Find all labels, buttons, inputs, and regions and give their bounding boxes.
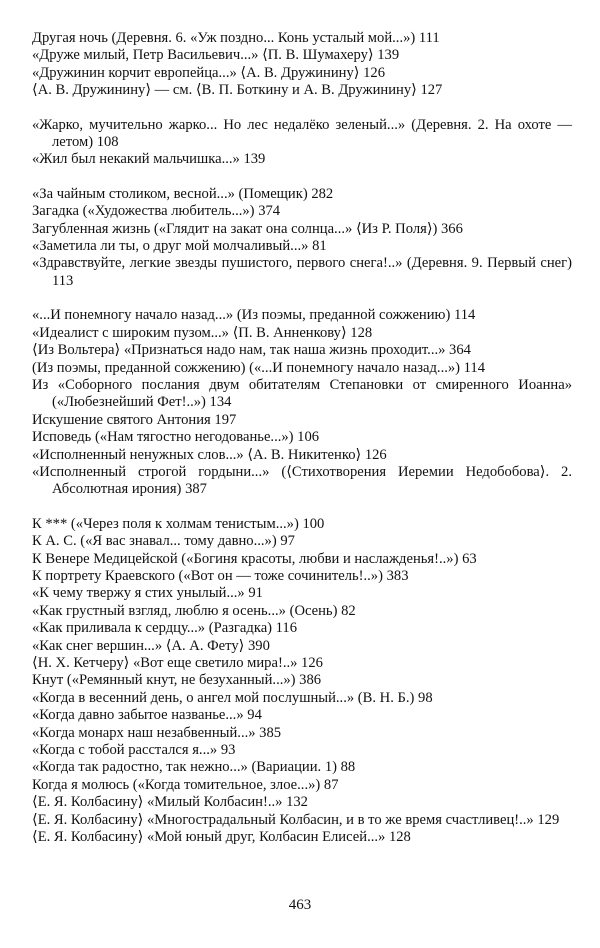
index-entry: «Как грустный взгляд, люблю я осень...» (Осень) 82 xyxy=(32,602,356,619)
index-entry: «Заметила ли ты, о друг мой молчаливый...» 81 xyxy=(32,238,327,255)
index-entry: «Жил был некакий мальчишка...» 139 xyxy=(32,151,266,168)
index-entry: «К чему твержу я стих унылый...» 91 xyxy=(32,585,263,602)
index-entry: «Когда так радостно, так нежно...» (Вариации. 1) 88 xyxy=(32,759,356,776)
index-entry: «За чайным столиком, весной...» (Помещик) 282 xyxy=(32,185,334,202)
index-entry: «Когда с тобой расстался я...» 93 xyxy=(32,742,236,759)
index-entry: Когда я молюсь («Когда томительное, злое...») 87 xyxy=(32,776,339,793)
index-entry: К портрету Краевского («Вот он — тоже сочинитель!..») 383 xyxy=(32,567,409,584)
index-entry: ⟨Н. Х. Кетчеру⟩ «Вот еще светило мира!..» 126 xyxy=(32,655,323,671)
index-entry: ⟨Е. Я. Колбасину⟩ «Многострадальный Колбасин, и в то же время счастливец!..» 129 xyxy=(32,811,560,828)
index-page xyxy=(32,30,572,846)
index-entry: Кнут («Ремянный кнут, не безуханный...») 386 xyxy=(32,672,322,689)
index-entry: «Друже милый, Петр Васильевич...» ⟨П. В. Шумахеру⟩ 139 xyxy=(32,47,400,64)
index-group-i xyxy=(32,307,572,498)
index-entry: «Исполненный строгой гордыни...» (⟨Стихотворения Иеремии Недобобова⟩. 2. Абсолютная ирония) 387 xyxy=(32,463,572,498)
index-entry: ⟨Е. Я. Колбасину⟩ «Милый Колбасин!..» 132 xyxy=(32,794,308,811)
index-entry: Исповедь («Нам тягостно негодованье...») 106 xyxy=(32,429,320,446)
index-entry: ⟨Е. Я. Колбасину⟩ «Мой юный друг, Колбасин Елисей...» 128 xyxy=(32,829,411,846)
index-entry: Загубленная жизнь («Глядит на закат она солнца...» ⟨Из Р. Поля⟩) 366 xyxy=(32,220,463,237)
page-number: 463 xyxy=(288,897,312,913)
index-entry: Искушение святого Антония 197 xyxy=(32,411,237,428)
index-group-d xyxy=(32,30,572,100)
index-group-zh xyxy=(32,117,572,169)
index-entry: «Как приливала к сердцу...» (Разгадка) 116 xyxy=(32,620,298,637)
index-entry: Загадка («Художества любитель...») 374 xyxy=(32,203,281,220)
index-entry: «Дружинин корчит европейца...» ⟨А. В. Дружинину⟩ 126 xyxy=(32,64,385,81)
index-entry: (Из поэмы, преданной сожжению) («...И понемногу начало назад...») 114 xyxy=(32,359,486,376)
index-entry: «Как снег вершин...» ⟨А. А. Фету⟩ 390 xyxy=(32,637,270,654)
index-group-z xyxy=(32,186,572,290)
index-entry: «...И понемногу начало назад...» (Из поэмы, преданной сожжению) 114 xyxy=(32,307,476,324)
index-entry: К *** («Через поля к холмам тенистым...») 100 xyxy=(32,515,325,532)
index-entry: «Когда монарх наш незабвенный...» 385 xyxy=(32,724,282,741)
index-entry: «Когда давно забытое названье...» 94 xyxy=(32,707,262,724)
index-entry: К Венере Медицейской («Богиня красоты, любви и наслажденья!..») 63 xyxy=(32,550,477,567)
index-entry: «Здравствуйте, легкие звезды пушистого, первого снега!..» (Деревня. 9. Первый снег) 113 xyxy=(32,255,572,289)
index-entry: «Жарко, мучительно жарко... Но лес недалёко зеленый...» (Деревня. 2. На охоте — летом) 108 xyxy=(32,116,572,151)
index-entry: Из «Соборного послания двум обитателям Степановки от смиренного Иоанна» («Любезнейший Фет!..») 134 xyxy=(32,376,572,411)
index-entry: ⟨А. В. Дружинину⟩ — см. ⟨В. П. Боткину и А. В. Дружинину⟩ 127 xyxy=(32,82,443,99)
index-group-k xyxy=(32,516,572,847)
index-entry: ⟨Из Вольтера⟩ «Признаться надо нам, так наша жизнь проходит...» 364 xyxy=(32,342,471,359)
index-entry: Другая ночь (Деревня. 6. «Уж поздно... Конь усталый мой...») 111 xyxy=(32,30,440,46)
index-entry: «Когда в весенний день, о ангел мой послушный...» (В. Н. Б.) 98 xyxy=(32,689,433,706)
index-entry: «Идеалист с широким пузом...» ⟨П. В. Анненкову⟩ 128 xyxy=(32,324,373,341)
index-entry: «Исполненный ненужных слов...» ⟨А. В. Никитенко⟩ 126 xyxy=(32,446,387,463)
index-entry: К А. С. («Я вас знавал... тому давно...») 97 xyxy=(32,533,295,550)
